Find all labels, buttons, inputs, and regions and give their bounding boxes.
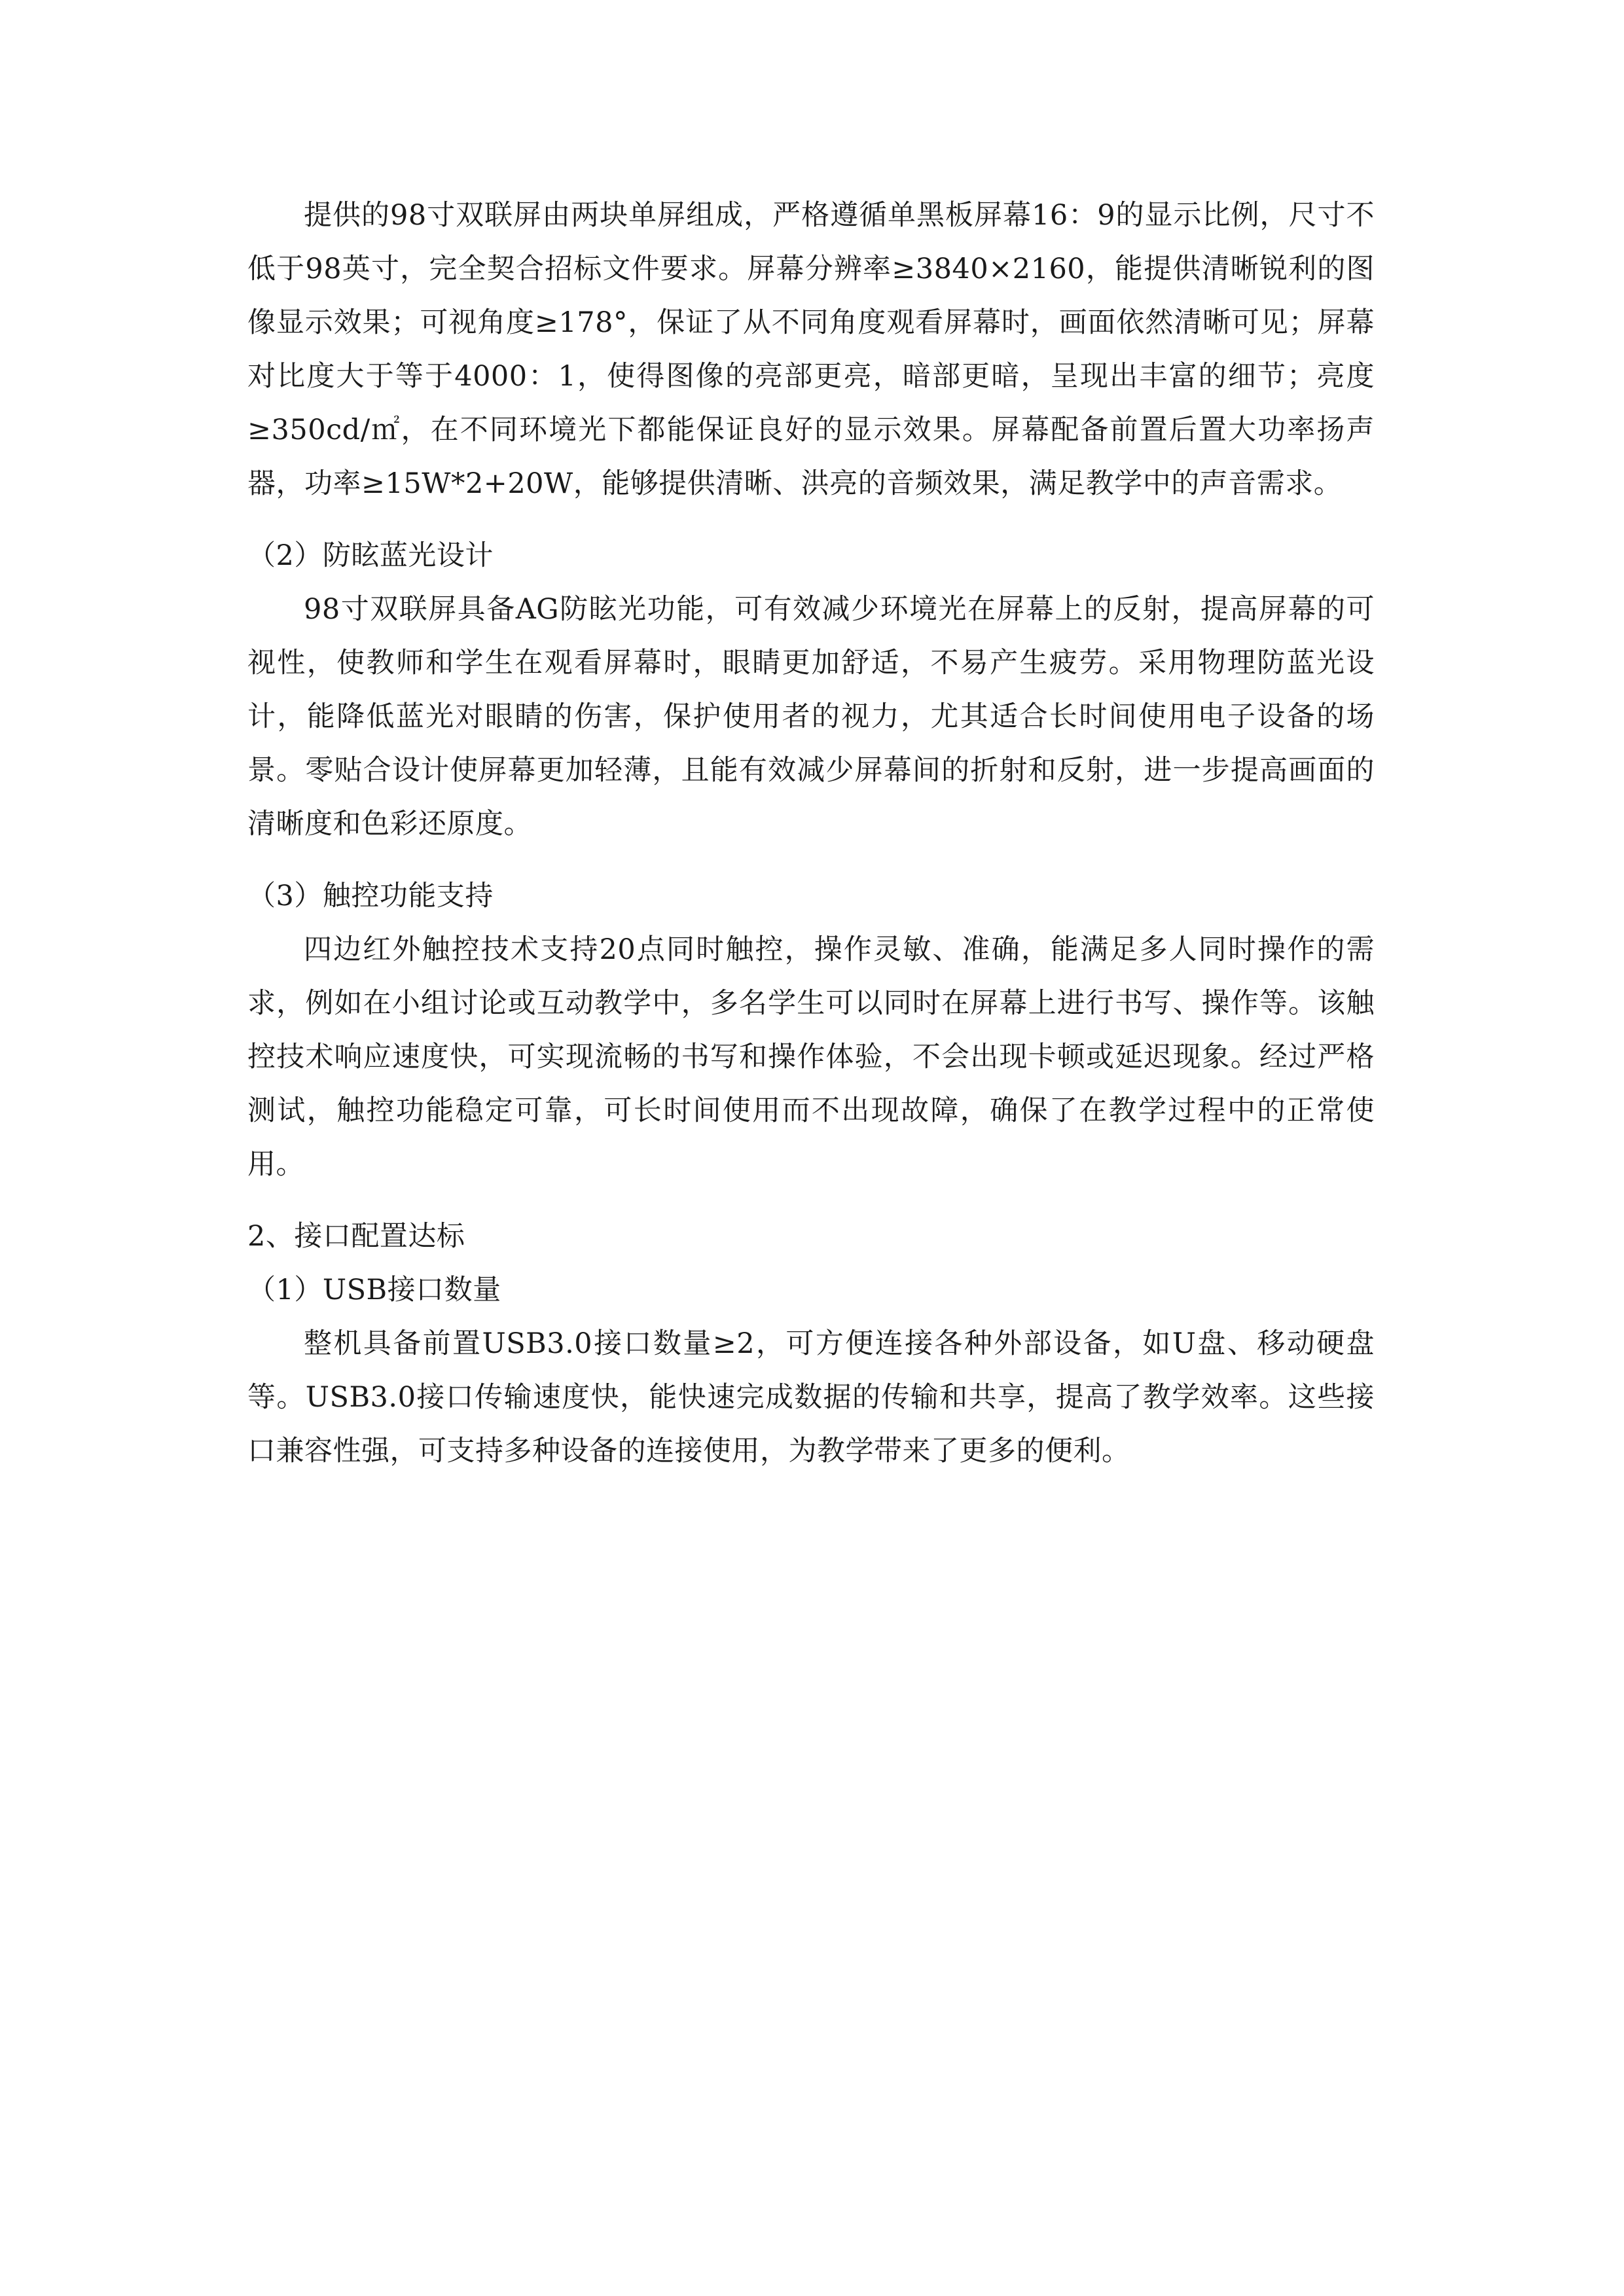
paragraph-anti-glare: 98寸双联屏具备AG防眩光功能，可有效减少环境光在屏幕上的反射，提高屏幕的可视性，使教师和学生在观看屏幕时，眼睛更加舒适，不易产生疲劳。采用物理防蓝光设计，能降低蓝光对眼睛的伤害，保护使用者的视力，尤其适合长时间使用电子设备的场景。零贴合设计使屏幕更加轻薄，且能有效减少屏幕间的折射和反射，进一步提高画面的清晰度和色彩还原度。 [247,593,1375,840]
heading-usb-count: （1）USB接口数量 [247,1274,501,1306]
heading-anti-glare: （2）防眩蓝光设计 [247,539,494,572]
paragraph-touch-support: 四边红外触控技术支持20点同时触控，操作灵敏、准确，能满足多人同时操作的需求，例如在小组讨论或互动教学中，多名学生可以同时在屏幕上进行书写、操作等。该触控技术响应速度快，可实现流畅的书写和操作体验，不会出现卡顿或延迟现象。经过严格测试，触控功能稳定可靠，可长时间使用而不出现故障，确保了在教学过程中的正常使用。 [247,933,1375,1181]
heading-touch-support: （3）触控功能支持 [247,880,494,912]
paragraph-display-specs: 提供的98寸双联屏由两块单屏组成，严格遵循单黑板屏幕16：9的显示比例，尺寸不低于98英寸，完全契合招标文件要求。屏幕分辨率≥3840×2160，能提供清晰锐利的图像显示效果；可视角度≥178°，保证了从不同角度观看屏幕时，画面依然清晰可见；屏幕对比度大于等于4000：1，使得图像的亮部更亮，暗部更暗，呈现出丰富的细节；亮度≥350cd/㎡，在不同环境光下都能保证良好的显示效果。屏幕配备前置后置大功率扬声器，功率≥15W*2+20W，能够提供清晰、洪亮的音频效果，满足教学中的声音需求。 [247,199,1375,500]
section-heading-interfaces: 2、接口配置达标 [247,1220,465,1253]
document-body [247,188,1375,1478]
paragraph-usb-count: 整机具备前置USB3.0接口数量≥2，可方便连接各种外部设备，如U盘、移动硬盘等。USB3.0接口传输速度快，能快速完成数据的传输和共享，提高了教学效率。这些接口兼容性强，可支持多种设备的连接使用，为教学带来了更多的便利。 [247,1327,1375,1467]
